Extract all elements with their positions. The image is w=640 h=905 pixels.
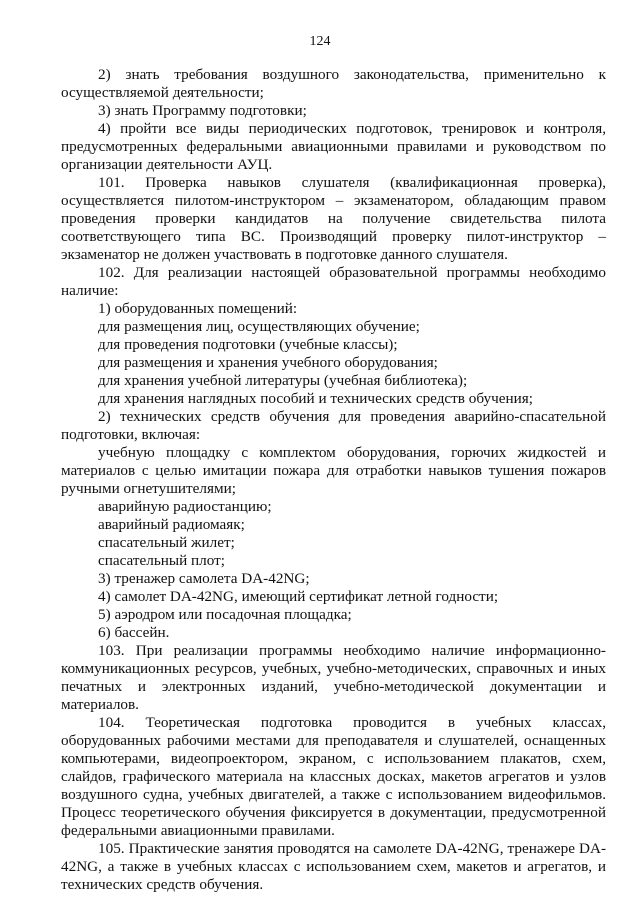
- paragraph: 102. Для реализации настоящей образовательной программы необходимо наличие:: [61, 264, 606, 299]
- paragraph: 101. Проверка навыков слушателя (квалификационная проверка), осуществляется пилотом-инструктором – экзаменатором, обладающим правом проведения проверки кандидатов на получение свидетельства пилота соответствующего типа ВС. Производящий проверку пилот-инструктор – экзаменатор не должен участвовать в подготовке данного слушателя.: [61, 174, 606, 263]
- paragraph: 5) аэродром или посадочная площадка;: [98, 606, 352, 623]
- paragraph: учебную площадку с комплектом оборудования, горючих жидкостей и материалов с целью имитации пожара для отработки навыков тушения пожаров ручными огнетушителями;: [61, 444, 606, 497]
- paragraph: 2) технических средств обучения для проведения аварийно-спасательной подготовки, включая:: [61, 408, 606, 443]
- list-item: аварийную радиостанцию;: [98, 498, 272, 515]
- paragraph: 2) знать требования воздушного законодательства, применительно к осуществляемой деятельности;: [61, 66, 606, 101]
- paragraph: 103. При реализации программы необходимо наличие информационно-коммуникационных ресурсов, учебных, учебно-методических, справочных и иных печатных и электронных изданий, учебно-методической документации и материалов.: [61, 642, 606, 713]
- list-item: для размещения лиц, осуществляющих обучение;: [98, 318, 420, 335]
- paragraph: 105. Практические занятия проводятся на самолете DA-42NG, тренажере DA-42NG, а также в учебных классах с использованием схем, макетов и агрегатов, и технических средств обучения.: [61, 840, 606, 893]
- list-item: для размещения и хранения учебного оборудования;: [98, 354, 438, 371]
- paragraph: 6) бассейн.: [98, 624, 170, 641]
- paragraph: 3) знать Программу подготовки;: [98, 102, 307, 119]
- page-number: 124: [309, 34, 331, 49]
- document-body: [61, 66, 606, 894]
- list-item: для хранения учебной литературы (учебная библиотека);: [98, 372, 468, 389]
- list-item: аварийный радиомаяк;: [98, 516, 245, 533]
- paragraph: 3) тренажер самолета DA-42NG;: [98, 570, 310, 587]
- list-item: спасательный плот;: [98, 552, 225, 569]
- paragraph: 4) самолет DA-42NG, имеющий сертификат летной годности;: [98, 588, 499, 605]
- paragraph: 4) пройти все виды периодических подготовок, тренировок и контроля, предусмотренных федеральными авиационными правилами и руководством по организации деятельности АУЦ.: [61, 120, 606, 173]
- paragraph: 1) оборудованных помещений:: [98, 300, 298, 317]
- list-item: для проведения подготовки (учебные классы);: [98, 336, 398, 353]
- paragraph: 104. Теоретическая подготовка проводится в учебных классах, оборудованных рабочими местами для преподавателя и слушателей, оснащенных компьютерами, видеопроектором, экраном, с использованием плакатов, схем, слайдов, графического материала на классных досках, макетов агрегатов и узлов воздушного судна, учебных двигателей, а также с использованием видеофильмов. Процесс теоретического обучения фиксируется в документации, предусмотренной федеральными авиационными правилами.: [61, 714, 606, 839]
- list-item: для хранения наглядных пособий и технических средств обучения;: [98, 390, 533, 407]
- list-item: спасательный жилет;: [98, 534, 235, 551]
